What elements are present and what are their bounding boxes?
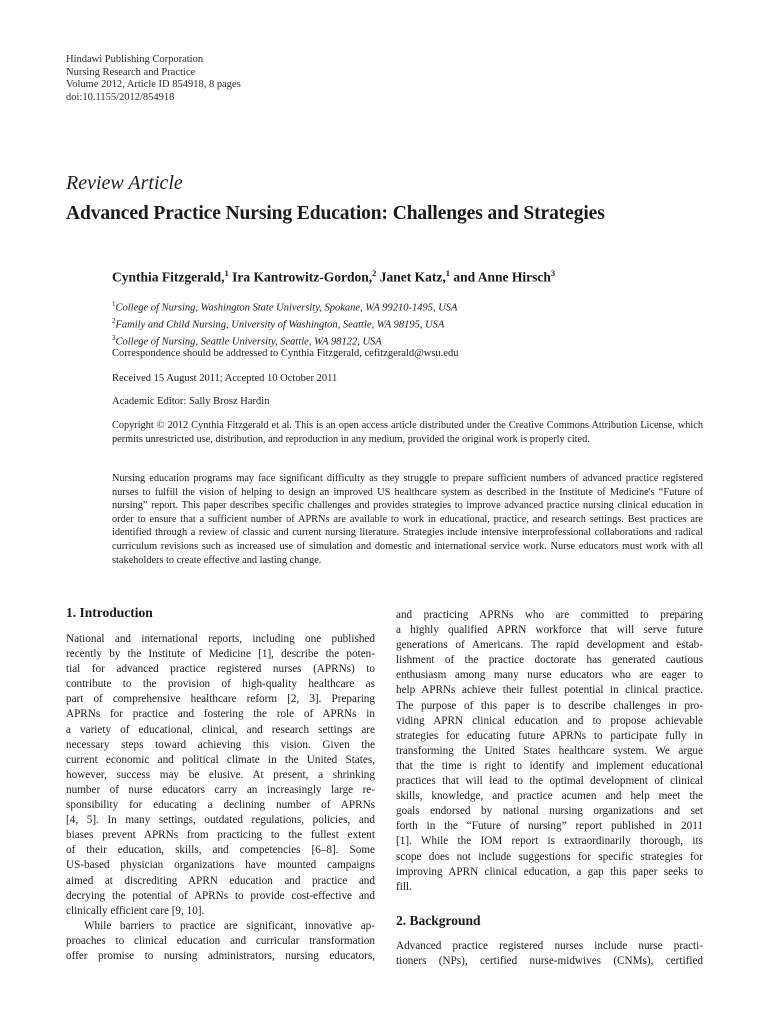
article-type: Review Article xyxy=(66,172,183,194)
journal-header xyxy=(66,54,241,104)
abstract: Nursing education programs may face significant difficulty as they struggle to prepare sufficient numbers of advanced practice registered nurses to fulfill the vision of helping to design an improved US healthcare system as described in the Institute of Medicine's “Future of nursing” report. This paper describes specific challenges and provides strategies to improve advanced practice nursing clinical education in order to ensure that a sufficient number of APRNs are available to work in educational, practice, and research settings. Best practices are identified through a review of classic and current nursing literature. Strategies include intensive interprofessional collaborations and radical curriculum revisions such as increased use of simulation and domestic and international service work. Nurse educators must work with all stakeholders to create effective and lasting change. xyxy=(112,473,703,566)
body-text-line: viding APRN clinical education and to propose achievable xyxy=(396,714,703,727)
body-text-line: a highly qualified APRN workforce that will serve future xyxy=(396,624,703,637)
body-text-line: aimed at discrediting APRN education and practice and xyxy=(66,874,375,887)
body-text-line: skills, knowledge, and practice acumen and help meet the xyxy=(396,790,703,803)
author-name: Cynthia Fitzgerald, xyxy=(112,269,225,285)
body-text-line: fill. xyxy=(396,880,412,893)
affiliation-line: $^2$Family and Child Nursing, University of Washington, Seattle, WA 98195, USA xyxy=(112,317,445,331)
body-text-line: The purpose of this paper is to describe challenges in pro- xyxy=(396,699,703,712)
author-sup: 1 xyxy=(445,268,450,278)
body-text-line: strategies for educating future APRNs to participate fully in xyxy=(396,729,703,742)
body-text-line: sponsibility for educating a declining number of APRNs xyxy=(66,799,375,812)
body-text-line: While barriers to practice are significant, innovative ap- xyxy=(84,919,375,932)
body-text-line: enthusiasm among many nurse educators who are eager to xyxy=(396,669,703,682)
body-text-line: biases prevent APRNs from practicing to the fullest extent xyxy=(66,829,375,842)
affiliation-line: $^3$College of Nursing, Seattle University, Seattle, WA 98122, USA xyxy=(112,334,382,348)
body-text-line: a variety of educational, clinical, and research settings are xyxy=(66,723,375,736)
author-sup: 2 xyxy=(372,268,377,278)
section-heading-introduction: 1. Introduction xyxy=(66,605,153,620)
article-title: Advanced Practice Nursing Education: Challenges and Strategies xyxy=(66,203,605,224)
body-text-line: practices that will lead to the optimal development of clinical xyxy=(396,775,703,788)
academic-editor: Academic Editor: Sally Brosz Hardin xyxy=(112,396,270,407)
body-text-line: APRNs for practice and fostering the role of APRNs in xyxy=(66,708,375,721)
body-text-line: scope does not include suggestions for specific strategies for xyxy=(396,850,703,863)
doi-line: doi:10.1155/2012/854918 xyxy=(66,91,175,103)
body-text-line: generations of Americans. The rapid development and estab- xyxy=(396,639,703,652)
body-text-line: recently by the Institute of Medicine [1], describe the poten- xyxy=(66,648,375,661)
body-text-line: of their education, skills, and competencies [6–8]. Some xyxy=(66,844,375,857)
author-sup: 3 xyxy=(550,268,556,278)
affiliations xyxy=(112,298,457,349)
received-dates: Received 15 August 2011; Accepted 10 October 2011 xyxy=(112,373,338,384)
right-column xyxy=(396,608,703,969)
body-text-line: however, success may be elusive. At present, a shrinking xyxy=(66,768,375,781)
author-name: and Anne Hirsch xyxy=(449,269,551,285)
body-text-line: offer promise to nursing administrators, nursing educators, xyxy=(66,949,375,962)
body-text-line: tioners (NPs), certified nurse-midwives (CNMs), certified xyxy=(396,954,703,967)
body-text-line: and practicing APRNs who are committed to preparing xyxy=(396,609,703,621)
left-column xyxy=(66,632,375,964)
body-text-line: US-based physician organizations have mounted campaigns xyxy=(66,859,375,872)
body-text-line: goals endorsed by national nursing organizations and set xyxy=(396,805,703,818)
body-text-line: National and international reports, including one published xyxy=(66,633,375,645)
body-text-line: [1]. While the IOM report is extraordinarily thorough, its xyxy=(396,835,703,848)
copyright-notice: Copyright © 2012 Cynthia Fitzgerald et al. This is an open access article distributed under the Creative Commons Attribution License, which permits unrestricted use, distribution, and reproduction in any medium, provided the original work is properly cited. xyxy=(112,420,703,445)
section-heading-background: 2. Background xyxy=(396,912,481,928)
body-text-line: improving APRN clinical education, a gap this paper seeks to xyxy=(396,865,703,878)
body-text-line: that the time is right to identify and implement educational xyxy=(396,759,703,772)
body-text-line: part of comprehensive healthcare reform [2, 3]. Preparing xyxy=(66,693,375,706)
affiliation-line: $^1$College of Nursing, Washington State University, Spokane, WA 99210-1495, USA xyxy=(112,300,458,314)
body-text-line: necessary steps toward achieving this vision. Given the xyxy=(66,738,375,751)
body-text-line: number of nurse educators carry an increasingly large re- xyxy=(66,783,375,796)
body-text-line: forth in the “Future of nursing” report published in 2011 xyxy=(396,820,703,833)
correspondence-line: Correspondence should be addressed to Cynthia Fitzgerald, cefitzgerald@wsu.edu xyxy=(112,348,459,359)
body-text-line: proaches to clinical education and curricular transformation xyxy=(66,934,375,947)
body-text-line: help APRNs achieve their fullest potential in clinical practice. xyxy=(396,684,703,697)
author-list xyxy=(112,268,555,286)
body-text-line: clinically efficient care [9, 10]. xyxy=(66,904,205,917)
journal-name: Nursing Research and Practice xyxy=(66,66,196,78)
body-text-line: current economic and political climate in the United States, xyxy=(66,753,375,766)
body-text-line: decrying the potential of APRNs to provide cost-effective and xyxy=(66,889,375,902)
author-sup: 1 xyxy=(224,268,229,278)
publisher-name: Hindawi Publishing Corporation xyxy=(66,54,204,65)
volume-line: Volume 2012, Article ID 854918, 8 pages xyxy=(66,79,241,91)
author-name: Janet Katz, xyxy=(376,269,446,285)
body-text-line: [4, 5]. In many settings, outdated regulations, policies, and xyxy=(66,814,375,827)
body-text-line: lishment of the practice doctorate has generated cautious xyxy=(396,654,703,667)
body-text-line: transforming the United States healthcare system. We argue xyxy=(396,744,703,757)
body-text-line: contribute to the provision of high-quality healthcare as xyxy=(66,678,375,691)
body-text-line: tial for advanced practice registered nurses (APRNs) to xyxy=(66,663,375,676)
author-name: Ira Kantrowitz-Gordon, xyxy=(228,269,373,285)
body-text-line: Advanced practice registered nurses include nurse practi- xyxy=(396,939,703,952)
